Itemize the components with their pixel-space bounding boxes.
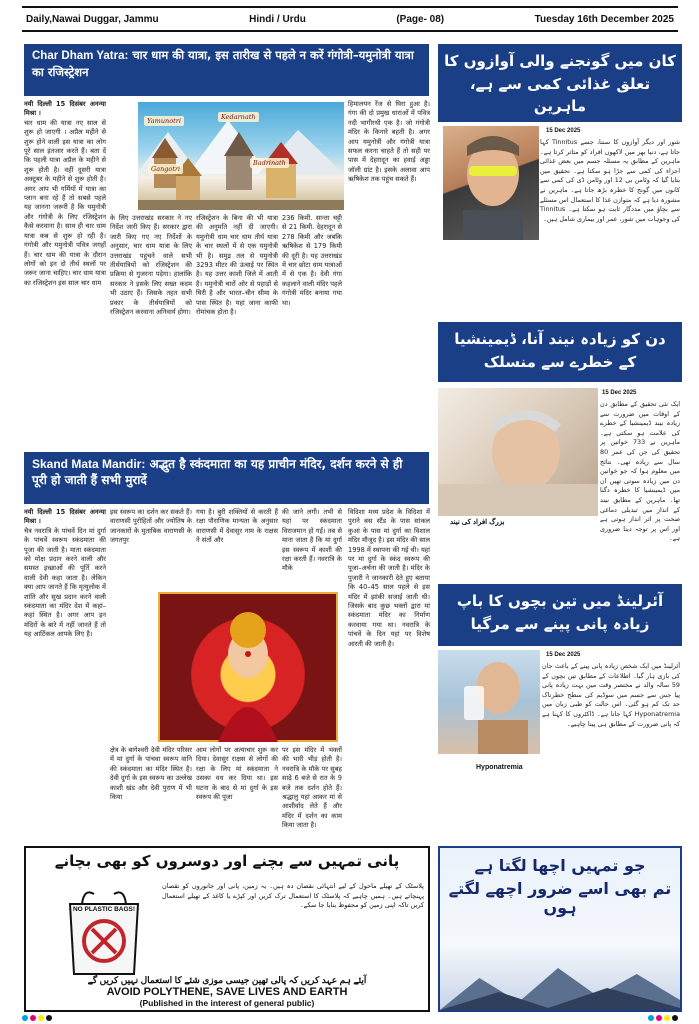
- urdu-story3-headline: آئرلینڈ میں تین بچوں کا باپ زیادہ پانی پینے سے مرگیا: [438, 584, 682, 646]
- story2-column-1: [24, 508, 106, 842]
- skandmata-idol-image: [158, 592, 338, 742]
- story2-bottom-column-1: [110, 746, 192, 842]
- temple-label-badrinath: Badrinath: [250, 158, 289, 168]
- story1-headline: चार धाम की यात्रा, इस तारीख से पहले न करें गंगोत्री–यमुनोत्री यात्रा का रजिस्ट्रेशन: [32, 48, 414, 79]
- story2-col1-text: चैत्र नवरात्रि के पांचवें दिन मां दुर्गा के पांचवें स्वरूप स्कंदमाता की पूजा की जाती है। माता स्कंदमाता को मोक्ष प्रदान करने वाली और समस्त इच्छाओं की पूर्ति करने वाली देवी कहा जाता है। लेकिन क्या आप जानते हैं कि मृत्युलोक में शांति और सुख प्रदान करने वाली स्कंदमाता का मंदिर देश में कहां–कहां स्थित है। अगर आप इन मंदिरों के बारे में नहीं जानते हैं तो यह आर्टिकल आपके लिए है।: [24, 526, 106, 639]
- sleeping-man-image: [438, 388, 598, 516]
- story2-col4-text: की जाने लगी। तभी से यहां पर स्कंदमाता विराजमान हो गईं। तब से माना जाता है कि मां दुर्गा इस स्वरूप में काशी की रक्षा करती हैं। नवरात्रि के मौके: [282, 508, 342, 573]
- temple-label-yamunotri: Yamunotri: [144, 116, 184, 126]
- urdu-story2-caption: بزرگ افراد کی نیند: [450, 519, 505, 526]
- temple-label-gangotri: Gangotri: [148, 164, 183, 174]
- story1-col4-text: 236 किमी. सान्ता चट्टी से 21 किमी. देहरादून से 278 किमी और जबकि ऋषिकेश से 179 किमी की दूरी है। यह उत्तराखंड में चार छोटा धाम यात्राओं में से एक है। देवी गंगा कहलाने वाली मंदिर पहले गंगोत्री मंदिर बनाया गया था।: [282, 214, 342, 307]
- story1-col5-text: हिमालयन रेंज से घिरा हुआ है। गंगा की दो प्रमुख धाराओं में पवित्र नदी भागीरथी एक है। जो गंगोत्री मंदिर के किनारे बहती है। अगर आप यमुनोत्री और गंगोत्री यात्रा सफल करना चाहते हैं तो सही पर पास में देहरादून का हवाई अड्डा जॉली ग्रांट है। इसके अलावा आप ऋषिकेश तक पहुंच सकते हैं।: [348, 100, 430, 184]
- tinnitus-man-image: [443, 126, 539, 240]
- story2-headline-band: [24, 452, 429, 504]
- urdu-story1-headline: کان میں گونجنے والی آوازوں کا تعلق غذائی کمی سے ہے، ماہرین: [438, 44, 682, 122]
- page-footer-marks: [22, 1015, 678, 1021]
- story2-column-3: [196, 508, 278, 588]
- story2-column-4: [282, 508, 342, 588]
- urdu-story2-date: 15 Dec 2025: [602, 390, 637, 396]
- poetry-box: [438, 846, 682, 1012]
- ad-footer: [26, 975, 428, 1008]
- no-plastic-ad: [24, 846, 430, 1012]
- story1-column-4: [282, 214, 342, 448]
- story2-bottom1-text: क्षेत्र के बागेश्वरी देवी मंदिर परिसर में मां दुर्गा के पांचवा स्वरूप वानि की स्कंदमाता का मंदिर स्थित है। देवी दुर्गा के इस स्वरूप का उल्लेख काशी खंड और देवी पुराण में भी किया: [110, 746, 192, 802]
- mountains-art: [440, 952, 680, 1010]
- idol-art: [158, 592, 338, 742]
- urdu-story1-body: شور اور دیگر آوازوں کا سننا، جسے Tinnitus کہا جاتا ہے، دنیا بھر میں لاکھوں افراد کو متاثر کرتا ہے۔ ماہرین کے مطابق یہ مسئلہ جسم میں بعض غذائی اجزاء کی کمی سے جڑا ہو سکتا ہے۔ تحقیق میں بتایا گیا کہ وٹامن بی 12 اور وٹامن ڈی کی کمی سے کانوں میں گونج کا خطرہ بڑھ جاتا ہے۔ ماہرین نے مشورہ دیا ہے کہ متوازن غذا کا استعمال اس مسئلے سے بچاؤ میں مددگار ثابت ہو سکتا ہے۔ Tinnitus کی وجوہات میں شور، عمر اور بیماری شامل ہیں۔: [540, 138, 680, 223]
- urdu-story3-caption: Hyponatremia: [476, 764, 523, 771]
- temple-label-kedarnath: Kedarnath: [218, 112, 259, 122]
- urdu-story3-date: 15 Dec 2025: [546, 652, 581, 658]
- water-art: [438, 650, 540, 754]
- urdu-story3-body: آئرلینڈ میں ایک شخص زیادہ پانی پینے کے باعث جان کی بازی ہار گیا۔ اطلاعات کے مطابق تین بچوں کے 59 سالہ والد نے مختصر وقت میں بہت زیادہ پانی پیا جس سے جسم میں سوڈیم کی سطح خطرناک حد تک کم ہو گئی۔ اس حالت کو طبی زبان میں Hyponatremia کہا جاتا ہے۔ ڈاکٹروں کا کہنا ہے کہ پانی ضرورت کے مطابق ہی پینا چاہیے۔: [542, 662, 680, 728]
- ad-footer-slogan: AVOID POLYTHENE, SAVE LIVES AND EARTH: [106, 986, 348, 998]
- story2-dateline: नयी दिल्ली 15 दिसंबर अनन्या मिश्रा ।: [24, 508, 106, 526]
- plastic-bag-icon: [56, 886, 152, 978]
- story2-bottom3-text: पर इस मंदिर में भक्तों की भारी भीड़ होती है। नवरात्रि के मौके पर सुबह साढ़े 6 बजे से रात के 9 बजे तक दर्शन होते हैं। श्रद्धालु यहां आकर मां से आशीर्वाद लेते हैं और मंदिर में दर्शन का काम किया जाता है।: [282, 746, 342, 830]
- urdu-story2-headline: دن کو زیادہ نیند آنا، ڈیمینشیا کے خطرے سے منسلک: [438, 322, 682, 382]
- story2-col2-text: इस स्वरूप का दर्शन कर सकते हैं। वाराणसी पुरोहितों और ज्योतिष के जानकारों के मुताबिक वाराणसी के जगतपुर: [110, 508, 192, 545]
- paper-name: Daily,Nawai Duggar, Jammu: [26, 13, 159, 25]
- story1-column-2: [110, 214, 192, 448]
- poetry-line-1: جو تمہیں اچھا لگتا ہے: [474, 856, 646, 875]
- story2-headline: अद्भुत है स्कंदमाता का यह प्राचीन मंदिर, दर्शन करने से ही पूरी हो जाती हैं सभी मुरादें: [32, 457, 403, 488]
- story2-col3-text: गया है। बुरी शक्तियों से करती हैं रक्षा पौराणिक मान्यता के अनुसार वाराणसी में देवासुर नाम के राक्षस ने संतों और: [196, 508, 278, 545]
- sleeping-art: [438, 388, 598, 516]
- story1-column-1: [24, 100, 106, 448]
- ad-footer-urdu: آیئے ہم عہد کریں کہ پالی تھین جیسی موزی شئے کا استعمال نہیں کریں گے: [87, 975, 367, 985]
- story2-bottom-column-3: [282, 746, 342, 842]
- masthead-strip: [22, 6, 678, 32]
- man-ear-art: [443, 126, 539, 240]
- ad-body: پلاسٹک کے تھیلے ماحول کے لیے انتہائی نقصان دہ ہیں۔ یہ زمین، پانی اور جانوروں کو نقصان پہنچاتے ہیں۔ ہمیں چاہیے کہ پلاسٹک کا استعمال ترک کریں اور کپڑے یا کاغذ کے تھیلے استعمال کریں تاکہ اپنی زمین کو محفوظ بنایا جا سکے۔: [162, 882, 424, 909]
- ad-footer-note: (Published in the interest of general public): [139, 998, 315, 1008]
- issue-date: Tuesday 16th December 2025: [534, 13, 674, 25]
- story1-column-3: [196, 214, 278, 448]
- story1-column-5: [348, 100, 430, 448]
- language-label: Hindi / Urdu: [249, 13, 306, 25]
- ad-title: پانی تمہیں سے بچنے اور دوسروں کو بھی بچانے: [54, 852, 400, 870]
- story2-bottom-column-2: [196, 746, 278, 842]
- story1-col1-text: चार धाम की यात्रा नए साल से शुरू हो जाएगी । अप्रैल महीने से शुरू होने वाली इस यात्रा का लोग पूरे साल इंतजार करते हैं। बता दें कि पहली यात्रा अप्रैल के महीने से शुरू होती है। वहीं दूसरी यात्रा अक्टूबर के महीने से शुरू होती है। अगर आप भी गर्मियों में यात्रा का प्लान बना रहे हैं तो सबसे पहले यह जानना जरूरी है कि यमुनोत्री और गंगोत्री के लिए रजिस्ट्रेशन कैसे करवाना है। साथ ही चार धाम यात्रा कब से शुरू हो रही है। गंगोत्री और यमुनोत्री पवित्र जगहों हैं। चार धाम की यात्रा के दौरान लोगों को इन दो तीर्थ स्थलों पर जरूर जाना चाहिए। चार धाम यात्रा का रजिस्ट्रेशन इस साल चार धाम: [24, 118, 106, 287]
- story1-tag: Char Dham Yatra:: [32, 50, 129, 62]
- story1-dateline: नयी दिल्ली 15 दिसंबर अनन्या मिश्रा ।: [24, 100, 106, 118]
- drinking-water-image: [438, 650, 540, 754]
- urdu-story1-date: 15 Dec 2025: [546, 128, 581, 134]
- story1-col3-text: रजिस्ट्रेशन के बिना की भी यात्रा की अनुमति नहीं दी जाएगी। यमुनोत्री धाम चार धाम तीर्थ यात्रा के चार स्थलों में से एक यमुनोत्री भी है। समुद्र तल से यमुनोत्री 3293 मीटर की ऊंचाई पर स्थित है। यह उत्तर काशी जिले में आती है। यमुनोत्री चारों ओर से पहाड़ों से घिरी है और भारत–चीन सीमा के पास स्थित है। यहां जाना काफी रोमांचक होता है।: [196, 214, 278, 317]
- story2-column-2: [110, 508, 192, 588]
- story1-headline-band: [24, 44, 429, 96]
- footer-color-dots-right: [648, 1015, 678, 1021]
- footer-color-dots-left: [22, 1015, 52, 1021]
- story2-col5-text: विदिशा मध्य प्रदेश के विदिशा में पुराने बस स्टैंड के पास सांकल कुआं के पास मां दुर्गा का विशाल मंदिर मौजूद है। इस मंदिर की साल 1998 में स्थापना की गई थी। यहां पर मां दुर्गा के स्कंद स्वरूप की पूजा–अर्चना की जाती है। मंदिर के पुजारी ने जानकारी देते हुए बताया कि 40–45 साल पहले से इस मंदिर में झांकी सजाई जाती थी। जिसके बाद कुछ भक्तों द्वारा मां स्कंदमाता मंदिर का निर्माण करवाया गया था। नवरात्रि के पांचवें के दिन यहां पर विशेष आरती की जाती है।: [348, 508, 430, 648]
- story2-bottom2-text: आम लोगों पर अत्याचार शुरू कर दिया। देवासुर राक्षस से लोगों की रक्षा के लिए मां स्कंदमाता ने उसका वध कर दिया था। इस घटना के बाद से मां दुर्गा के इस स्वरूप की पूजा: [196, 746, 278, 802]
- urdu-story2-body: ایک نئی تحقیق کے مطابق دن کے اوقات میں ضرورت سے زیادہ نیند ڈیمینشیا کے خطرے کی علامت ہو سکتی ہے۔ ماہرین نے 733 خواتین پر تحقیق کی جن کی عمر 80 سال سے زیادہ تھی۔ نتائج میں معلوم ہوا کہ جو خواتین دن میں زیادہ سوتی تھیں ان میں ڈیمینشیا کا خطرہ دگنا تھا۔ ماہرین کے مطابق نیند کے انداز میں تبدیلی دماغی صحت پر اثر انداز ہوتی ہے اور اس پر توجہ دینا ضروری ہے۔: [600, 400, 680, 543]
- poetry-line-2: تم بھی اسے ضرور اچھے لگتے ہوں: [448, 879, 672, 917]
- story2-column-5: [348, 508, 430, 842]
- page-number: (Page- 08): [396, 13, 445, 25]
- story2-tag: Skand Mata Mandir:: [32, 457, 146, 471]
- char-dham-temples-image: [138, 102, 344, 210]
- story1-col2-text: के लिए उत्तराखंड सरकार ने नए निर्देश जारी किए हैं। सरकार द्वारा जारी किए गए नए निर्देशों के अनुसार, चार धाम यात्रा के लिए उत्तराखंड पहुंचने वाले सभी तीर्थयात्रियों को रजिस्ट्रेशन की प्रक्रिया से गुजरना पड़ेगा। हालांकि सरकार ने इसके लिए सख्त कदम भी उठाए हैं। जिसके तहत सभी प्रकार के तीर्थयात्रियों को रजिस्ट्रेशन करवाना अनिवार्य होगा।: [110, 214, 192, 317]
- bag-text: NO PLASTIC BAGS!: [72, 906, 136, 913]
